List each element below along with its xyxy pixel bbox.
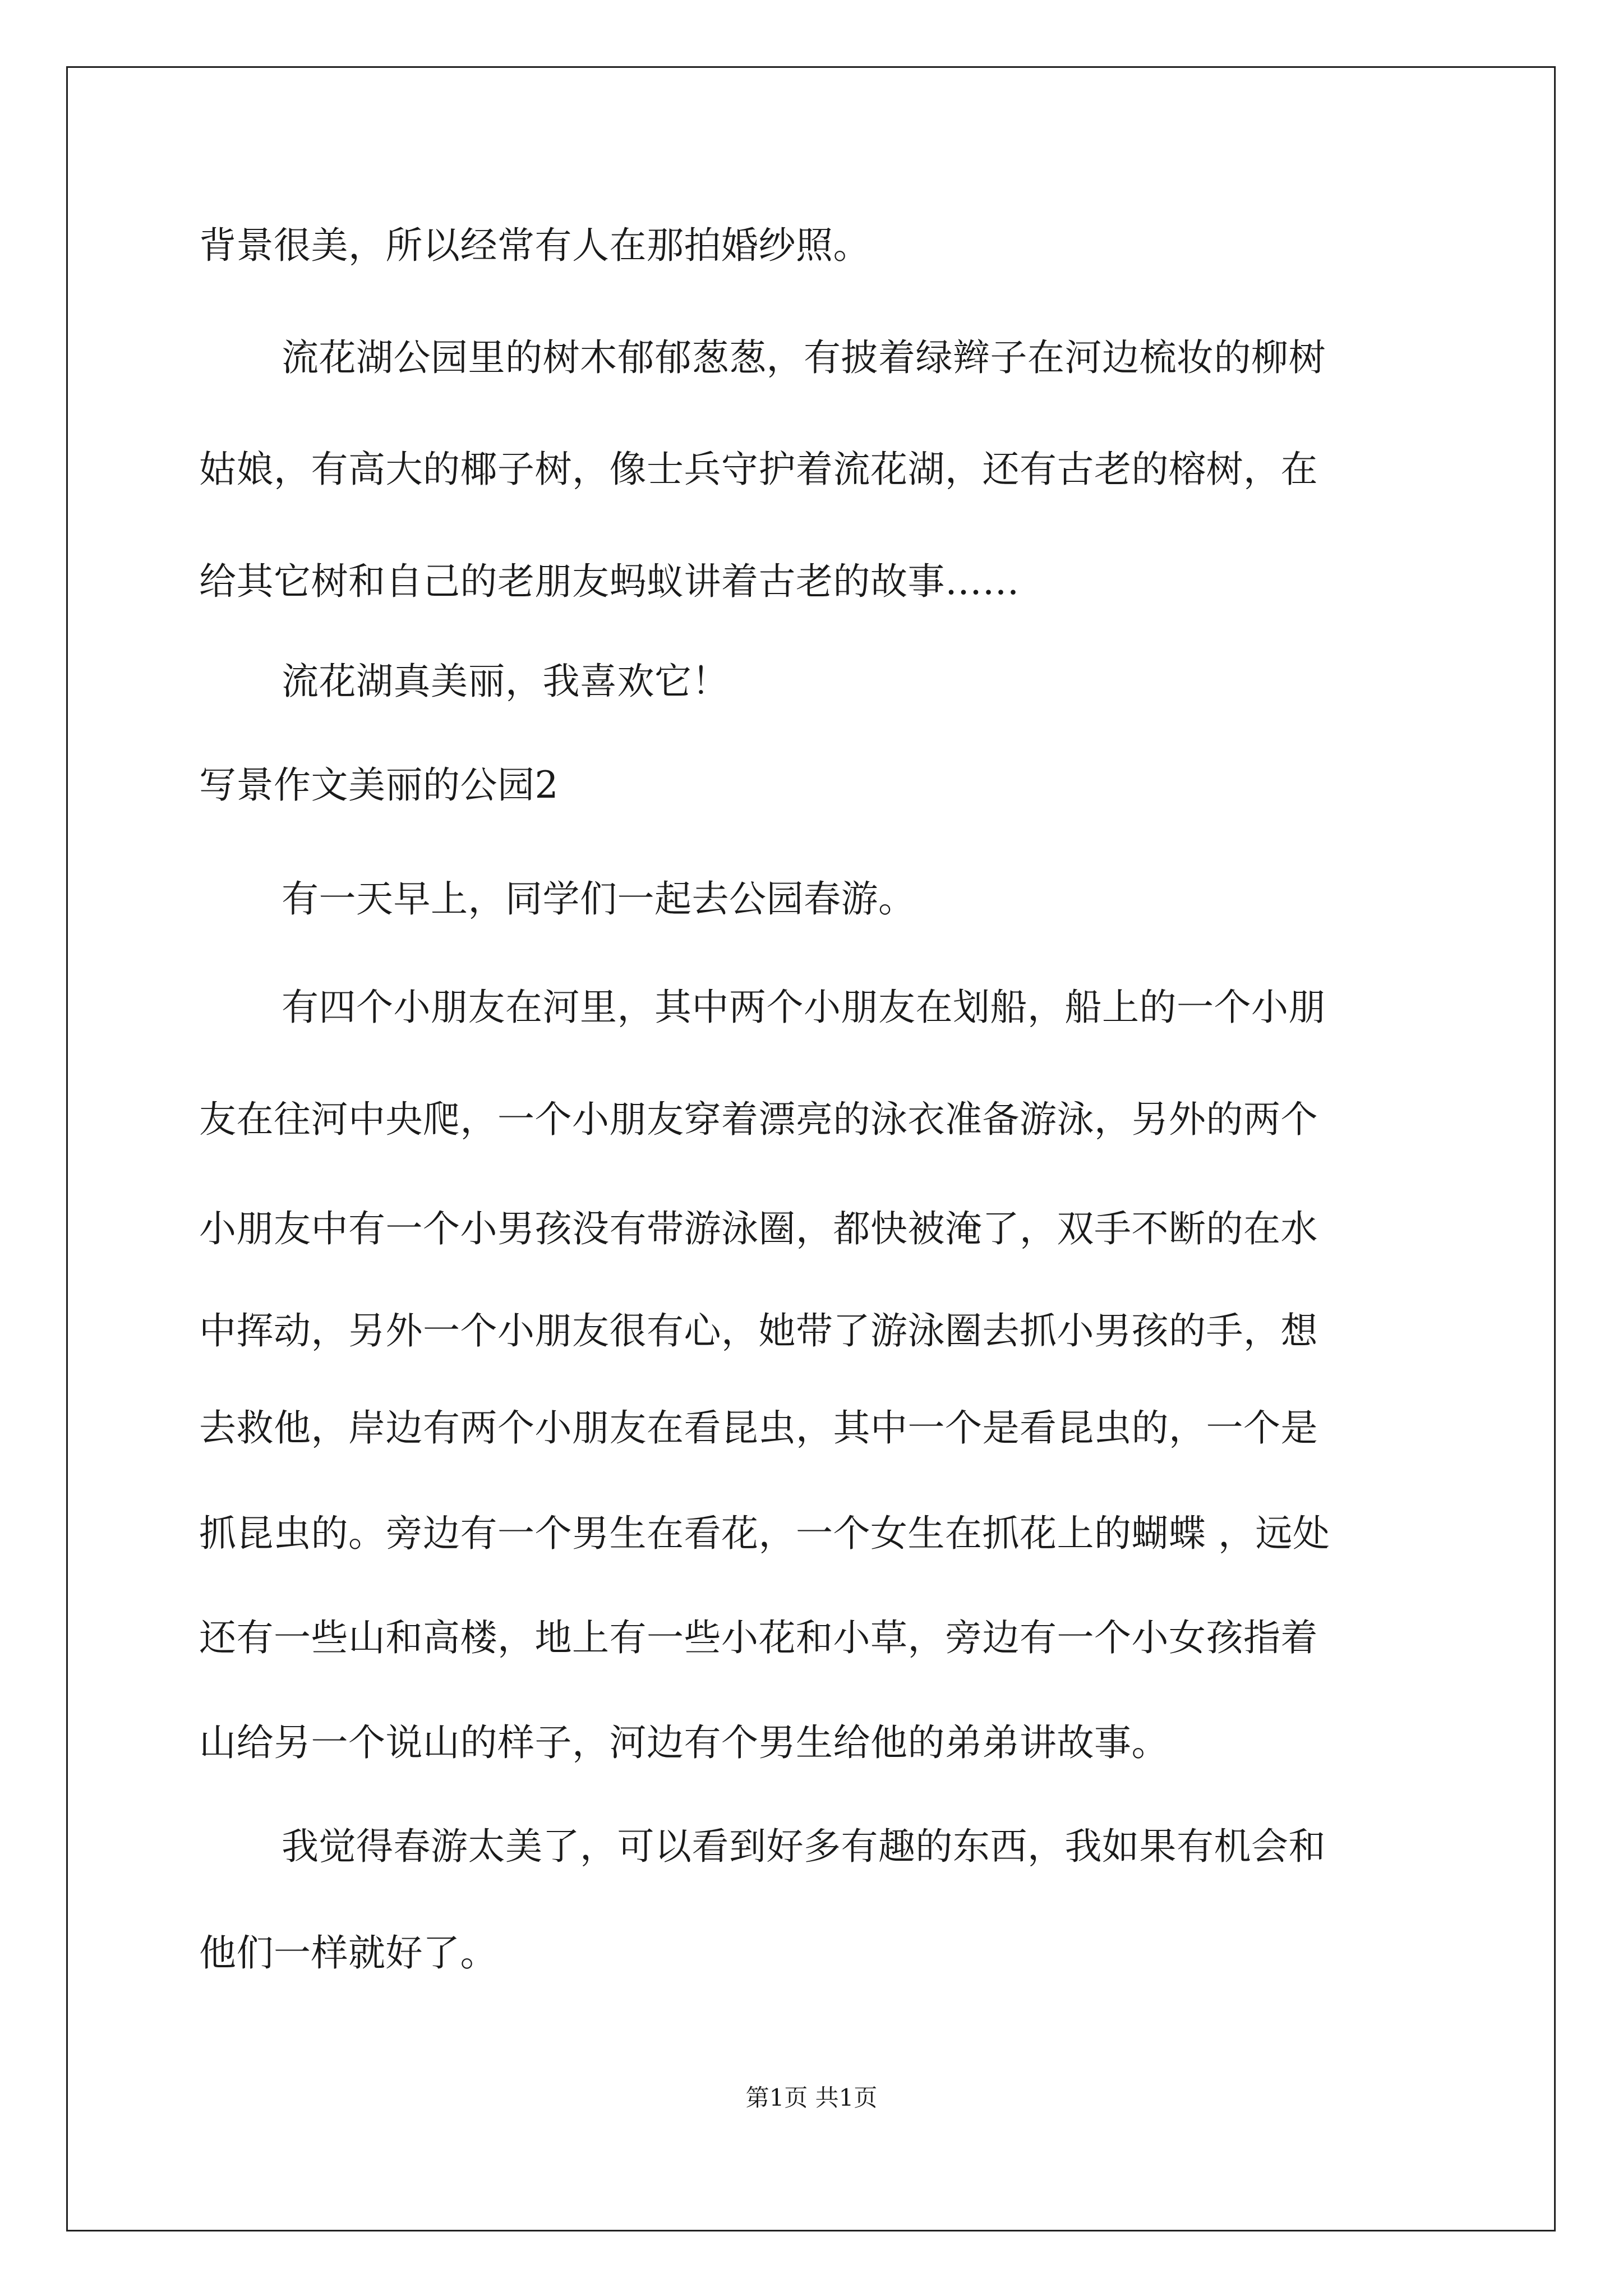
text-line: 还有一些山和高楼，地上有一些小花和小草，旁边有一个小女孩指着 [199,1616,1318,1659]
page-number: 第1页 共1页 [745,2084,878,2111]
text-line: 中挥动，另外一个小朋友很有心，她带了游泳圈去抓小男孩的手，想 [199,1309,1318,1352]
paragraph-first-line: 我觉得春游太美了，可以看到好多有趣的东西，我如果有机会和 [282,1825,1326,1868]
text-line: 给其它树和自己的老朋友蚂蚁讲着古老的故事…… [199,560,1020,603]
paragraph-first-line: 流花湖公园里的树木郁郁葱葱，有披着绿辫子在河边梳妆的柳树 [282,336,1326,379]
text-line: 友在往河中央爬，一个小朋友穿着漂亮的泳衣准备游泳，另外的两个 [199,1098,1318,1141]
text-line: 去救他，岸边有两个小朋友在看昆虫，其中一个是看昆虫的，一个是 [199,1406,1318,1450]
text-line: 小朋友中有一个小男孩没有带游泳圈，都快被淹了，双手不断的在水 [199,1207,1318,1250]
section-title: 写景作文美丽的公园2 [199,763,559,807]
page-border [66,66,1556,2231]
text-line: 姑娘，有高大的椰子树，像士兵守护着流花湖，还有古老的榕树，在 [199,448,1318,491]
text-line: 他们一样就好了。 [199,1931,497,1975]
paragraph-first-line: 有四个小朋友在河里，其中两个小朋友在划船，船上的一个小朋 [282,986,1326,1029]
paragraph-first-line: 流花湖真美丽，我喜欢它！ [282,660,729,703]
text-line: 山给另一个说山的样子，河边有个男生给他的弟弟讲故事。 [199,1721,1169,1764]
text-line: 背景很美，所以经常有人在那拍婚纱照。 [199,224,870,267]
text-line: 抓昆虫的。旁边有一个男生在看花，一个女生在抓花上的蝴蝶 ，远处 [199,1512,1330,1555]
paragraph-first-line: 有一天早上，同学们一起去公园春游。 [282,877,916,921]
